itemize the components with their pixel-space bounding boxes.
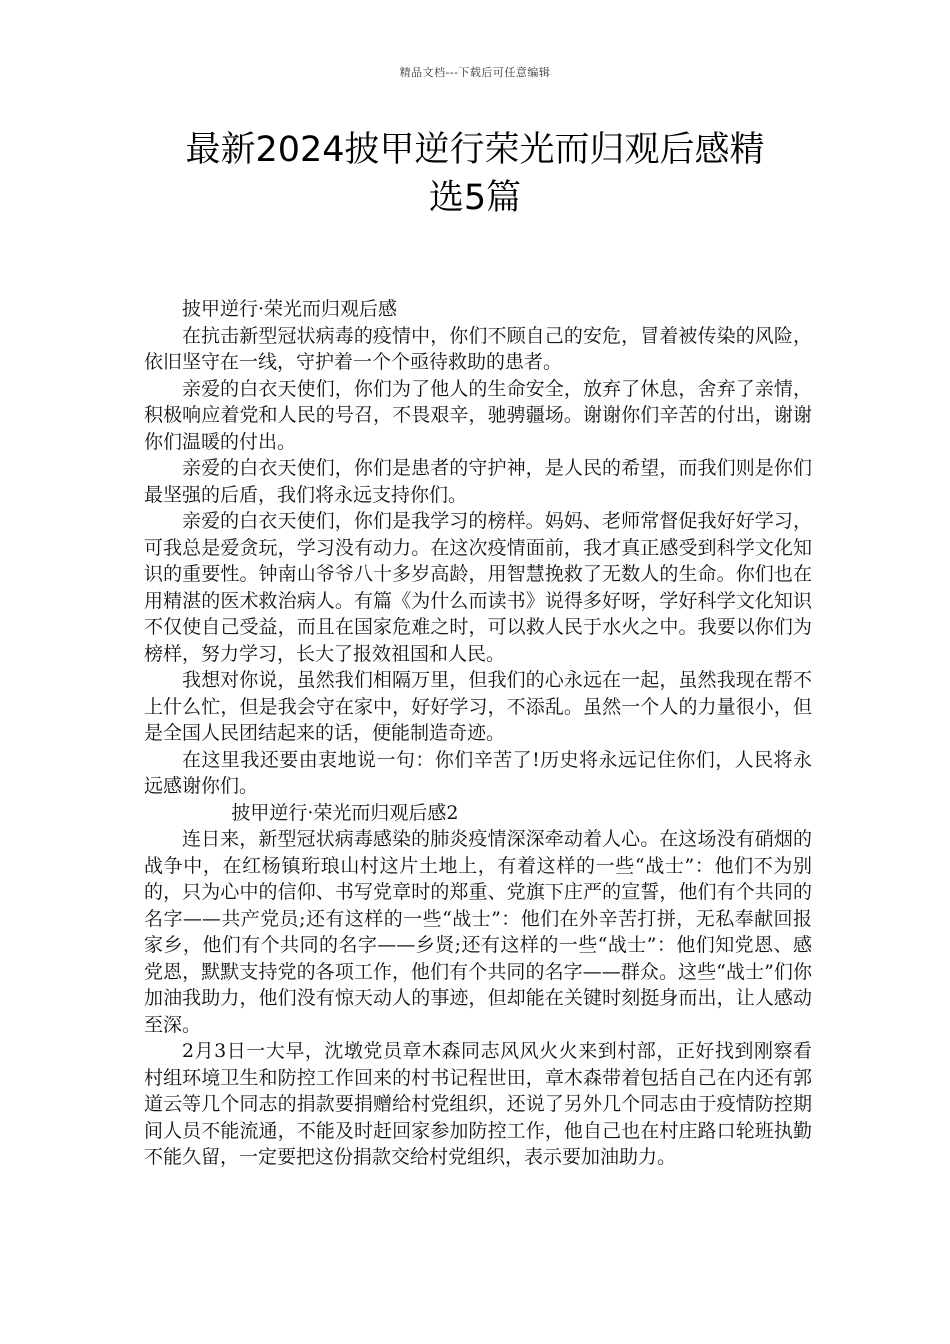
paragraph: 在这里我还要由衷地说一句：你们辛苦了!历史将永远记住你们，人民将永远感谢你们。 [144,748,812,797]
paragraph: 亲爱的白衣天使们，你们为了他人的生命安全，放弃了休息，舍弃了亲情，积极响应着党和人民的号召，不畏艰辛，驰骋疆场。谢谢你们辛苦的付出，谢谢你们温暖的付出。 [144,377,812,453]
document-title [150,126,800,222]
title-line-1: 最新2024披甲逆行荣光而归观后感精 [185,130,765,170]
paragraph: 我想对你说，虽然我们相隔万里，但我们的心永远在一起，虽然我现在帮不上什么忙，但是我会守在家中，好好学习，不添乱。虽然一个人的力量很小，但是全国人民团结起来的话，便能制造奇迹。 [144,669,812,744]
section-heading-1: 披甲逆行·荣光而归观后感 [182,298,398,320]
paragraph: 在抗击新型冠状病毒的疫情中，你们不顾自己的安危，冒着被传染的风险，依旧坚守在一线，守护着一个个亟待救助的患者。 [144,324,812,373]
paragraph: 2月3日一大早，沈墩党员章木森同志风风火火来到村部，正好找到刚察看村组环境卫生和防控工作回来的村书记程世田，章木森带着包括自己在内还有郭道云等几个同志的捐款要捐赠给村党组织，还说了另外几个同志由于疫情防控期间人员不能流通，不能及时赶回家参加防控工作，他自己也在村庄路口轮班执勤不能久留，一定要把这份捐款交给村党组织，表示要加油助力。 [144,1040,812,1168]
page-header: 精品文档---下载后可任意编辑 [399,66,551,79]
document-body [144,296,812,1171]
section-heading-2: 披甲逆行·荣光而归观后感2 [231,801,459,824]
paragraph: 连日来，新型冠状病毒感染的肺炎疫情深深牵动着人心。在这场没有硝烟的战争中，在红杨镇珩琅山村这片土地上，有着这样的一些“战士”：他们不为别的，只为心中的信仰、书写党章时的郑重、党旗下庄严的宣誓，他们有个共同的名字——共产党员;还有这样的一些“战士”：他们在外辛苦打拼，无私奉献回报家乡，他们有个共同的名字——乡贤;还有这样的一些“战士”：他们知党恩、感党恩，默默支持党的各项工作，他们有个共同的名字——群众。这些“战士”们你加油我助力，他们没有惊天动人的事迹，但却能在关键时刻挺身而出，让人感动至深。 [144,828,812,1036]
paragraph: 亲爱的白衣天使们，你们是我学习的榜样。妈妈、老师常督促我好好学习，可我总是爱贪玩，学习没有动力。在这次疫情面前，我才真正感受到科学文化知识的重要性。钟南山爷爷八十多岁高龄，用智慧挽救了无数人的生命。你们也在用精湛的医术救治病人。有篇《为什么而读书》说得多好呀，学好科学文化知识不仅使自己受益，而且在国家危难之时，可以救人民于水火之中。我要以你们为榜样，努力学习，长大了报效祖国和人民。 [144,510,812,665]
title-line-2: 选5篇 [428,178,522,218]
paragraph: 亲爱的白衣天使们，你们是患者的守护神，是人民的希望，而我们则是你们最坚强的后盾，我们将永远支持你们。 [144,457,812,506]
